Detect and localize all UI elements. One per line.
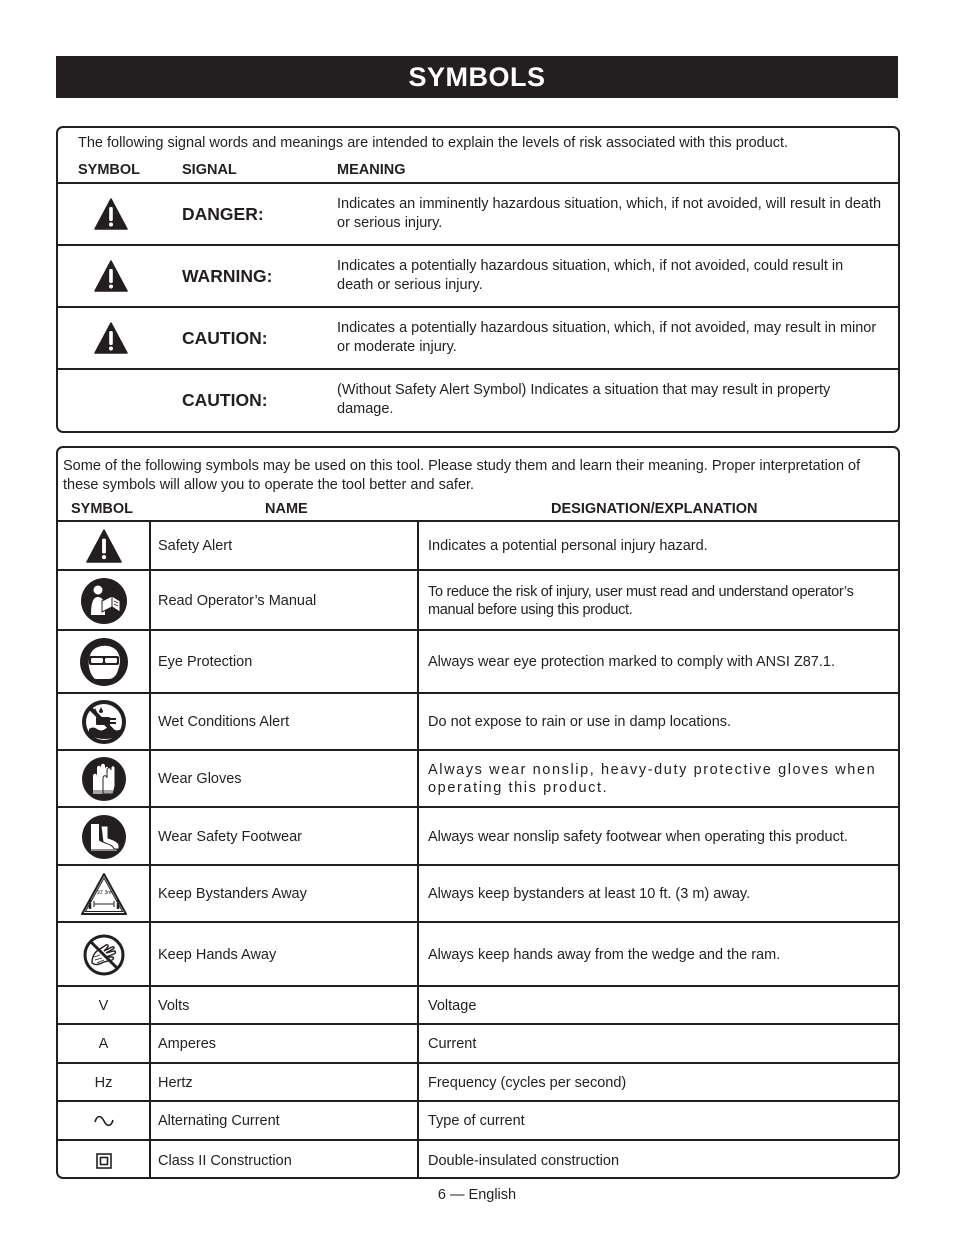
table-row	[58, 806, 898, 865]
symbol-text: V	[58, 987, 151, 1024]
table-row	[58, 692, 898, 750]
header-symbol: SYMBOL	[78, 162, 141, 178]
symbol-name: Volts	[151, 987, 419, 1024]
table-row	[58, 1139, 898, 1179]
symbol-designation: Always keep bystanders at least 10 ft. (3 m) away.	[428, 886, 751, 902]
signal-word: WARNING:	[182, 265, 273, 286]
header-symbol: SYMBOL	[71, 501, 134, 517]
signal-word: CAUTION:	[182, 389, 268, 410]
symbol-name: Alternating Current	[151, 1102, 419, 1140]
wet-conditions-icon	[81, 699, 127, 745]
symbols-intro: Some of the following symbols may be used on this tool. Please study them and learn their meaning. Proper interpretation of these symbols will allow you to operate the tool better and safer.	[63, 458, 861, 493]
symbol-text: Hz	[58, 1064, 151, 1101]
signal-meaning: Indicates an imminently hazardous situation, which, if not avoided, will result in death or serious injury.	[337, 196, 882, 231]
keep-bystanders-away-icon	[80, 872, 128, 916]
safety-alert-triangle-icon	[84, 529, 124, 563]
symbol-designation: Do not expose to rain or use in damp locations.	[428, 714, 732, 730]
symbol-name: Keep Bystanders Away	[151, 866, 419, 922]
symbols-table	[56, 446, 900, 1179]
signal-row-danger	[58, 182, 898, 244]
keep-hands-away-icon	[82, 933, 126, 977]
read-manual-icon	[80, 577, 128, 625]
table-row	[58, 1062, 898, 1101]
signal-word: CAUTION:	[182, 327, 268, 348]
eye-protection-icon	[79, 637, 129, 687]
signal-row-caution	[58, 306, 898, 368]
table-row	[58, 749, 898, 807]
symbol-name: Safety Alert	[151, 522, 419, 570]
symbol-text: A	[58, 1025, 151, 1063]
signal-row-caution-property	[58, 368, 898, 430]
table-row	[58, 985, 898, 1024]
header-name: NAME	[265, 501, 308, 517]
symbol-name: Read Operator’s Manual	[151, 571, 419, 630]
table-row	[58, 921, 898, 986]
symbol-name: Hertz	[151, 1064, 419, 1101]
symbol-designation: Always wear nonslip, heavy-duty protective gloves when operating this product.	[428, 762, 877, 796]
signal-meaning: Indicates a potentially hazardous situation, which, if not avoided, could result in death or serious injury.	[337, 258, 844, 293]
signal-words-table	[56, 126, 900, 433]
table-row	[58, 864, 898, 922]
symbol-name: Amperes	[151, 1025, 419, 1063]
svg-text:10' 3m: 10' 3m	[96, 890, 111, 896]
symbol-designation: Always wear nonslip safety footwear when operating this product.	[428, 828, 848, 845]
table-row	[58, 629, 898, 693]
header-signal: SIGNAL	[182, 162, 237, 178]
class-ii-construction-icon	[96, 1153, 112, 1169]
symbol-name: Class II Construction	[151, 1141, 419, 1179]
signal-row-warning	[58, 244, 898, 306]
signal-intro: The following signal words and meanings are intended to explain the levels of risk associated with this product.	[78, 135, 789, 151]
symbol-designation: Double-insulated construction	[428, 1153, 620, 1169]
alternating-current-icon	[93, 1114, 115, 1128]
table-row	[58, 569, 898, 630]
page-footer: 6 — English	[437, 1187, 517, 1203]
header-meaning: MEANING	[337, 162, 406, 178]
symbol-name: Eye Protection	[151, 631, 419, 693]
safety-alert-triangle-icon	[94, 198, 128, 230]
table-row	[58, 520, 898, 570]
safety-footwear-icon	[81, 814, 127, 860]
symbol-designation: Current	[428, 1036, 477, 1052]
table-row	[58, 1100, 898, 1140]
header-designation: DESIGNATION/EXPLANATION	[551, 501, 758, 517]
signal-meaning: (Without Safety Alert Symbol) Indicates a situation that may result in property damage.	[337, 382, 831, 417]
safety-alert-triangle-icon	[94, 322, 128, 354]
symbol-designation: To reduce the risk of injury, user must read and understand operator’s manual before using this product.	[428, 583, 854, 618]
table-row	[58, 1023, 898, 1063]
wear-gloves-icon	[81, 756, 127, 802]
signal-word: DANGER:	[182, 203, 264, 224]
symbol-name: Wear Gloves	[151, 751, 419, 807]
symbol-designation: Voltage	[428, 997, 477, 1014]
symbol-name: Wear Safety Footwear	[151, 808, 419, 865]
symbol-designation: Always wear eye protection marked to comply with ANSI Z87.1.	[428, 654, 835, 670]
symbol-name: Wet Conditions Alert	[151, 694, 419, 750]
safety-alert-triangle-icon	[94, 260, 128, 292]
signal-meaning: Indicates a potentially hazardous situation, which, if not avoided, may result in minor or moderate injury.	[337, 320, 877, 355]
symbol-designation: Frequency (cycles per second)	[428, 1074, 627, 1091]
symbol-name: Keep Hands Away	[151, 923, 419, 986]
symbol-designation: Always keep hands away from the wedge and the ram.	[428, 946, 781, 963]
symbol-designation: Type of current	[428, 1113, 525, 1129]
symbol-designation: Indicates a potential personal injury hazard.	[428, 538, 708, 554]
page-title: SYMBOLS	[56, 56, 898, 98]
